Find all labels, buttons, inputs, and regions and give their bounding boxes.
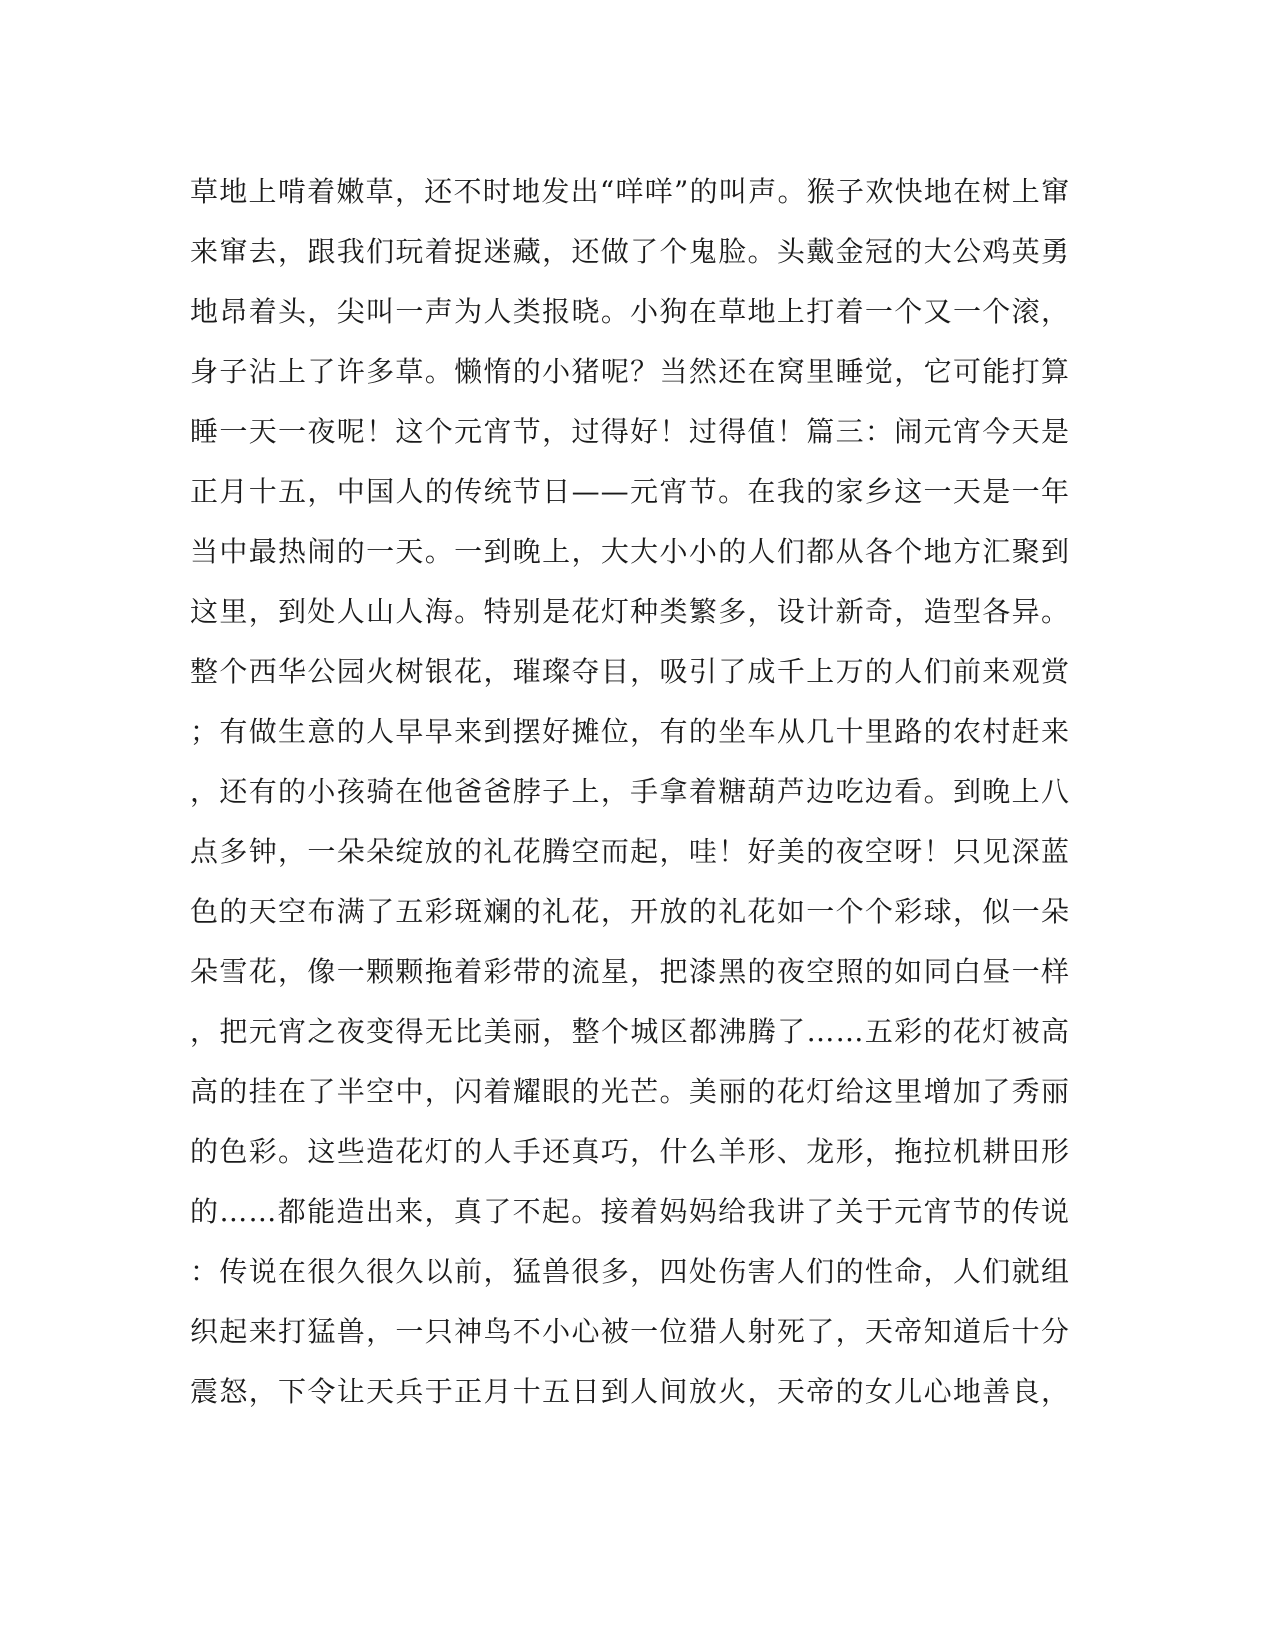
- text-line: 的色彩。这些造花灯的人手还真巧，什么羊形、龙形，拖拉机耕田形: [190, 1135, 1070, 1168]
- text-line: 色的天空布满了五彩斑斓的礼花，开放的礼花如一个个彩球，似一朵: [190, 895, 1070, 928]
- text-line: 来窜去，跟我们玩着捉迷藏，还做了个鬼脸。头戴金冠的大公鸡英勇: [190, 235, 1070, 268]
- text-line: 地昂着头，尖叫一声为人类报晓。小狗在草地上打着一个又一个滚，: [190, 295, 1070, 328]
- text-line: 睡一天一夜呢！这个元宵节，过得好！过得值！篇三：闹元宵今天是: [190, 415, 1070, 448]
- text-line: ；有做生意的人早早来到摆好摊位，有的坐车从几十里路的农村赶来: [190, 715, 1070, 748]
- text-line: ，把元宵之夜变得无比美丽，整个城区都沸腾了……五彩的花灯被高: [190, 1015, 1070, 1048]
- text-line: 织起来打猛兽，一只神鸟不小心被一位猎人射死了，天帝知道后十分: [190, 1315, 1070, 1348]
- text-line: 这里，到处人山人海。特别是花灯种类繁多，设计新奇，造型各异。: [190, 595, 1070, 628]
- text-line: 整个西华公园火树银花，璀璨夺目，吸引了成千上万的人们前来观赏: [190, 655, 1070, 688]
- text-line: 当中最热闹的一天。一到晚上，大大小小的人们都从各个地方汇聚到: [190, 535, 1070, 568]
- text-line: 正月十五，中国人的传统节日——元宵节。在我的家乡这一天是一年: [190, 475, 1070, 508]
- text-line: ：传说在很久很久以前，猛兽很多，四处伤害人们的性命，人们就组: [190, 1255, 1070, 1288]
- body-text: [190, 162, 1070, 1422]
- text-line: 朵雪花，像一颗颗拖着彩带的流星，把漆黑的夜空照的如同白昼一样: [190, 955, 1070, 988]
- text-line: 身子沾上了许多草。懒惰的小猪呢？当然还在窝里睡觉，它可能打算: [190, 355, 1070, 388]
- text-line: 的……都能造出来，真了不起。接着妈妈给我讲了关于元宵节的传说: [190, 1195, 1070, 1228]
- text-line: 震怒，下令让天兵于正月十五日到人间放火，天帝的女儿心地善良，: [190, 1375, 1070, 1408]
- text-line: 点多钟，一朵朵绽放的礼花腾空而起，哇！好美的夜空呀！只见深蓝: [190, 835, 1070, 868]
- text-line: 草地上啃着嫩草，还不时地发出“咩咩”的叫声。猴子欢快地在树上窜: [190, 175, 1070, 208]
- text-line: 高的挂在了半空中，闪着耀眼的光芒。美丽的花灯给这里增加了秀丽: [190, 1075, 1070, 1108]
- text-line: ，还有的小孩骑在他爸爸脖子上，手拿着糖葫芦边吃边看。到晚上八: [190, 775, 1070, 808]
